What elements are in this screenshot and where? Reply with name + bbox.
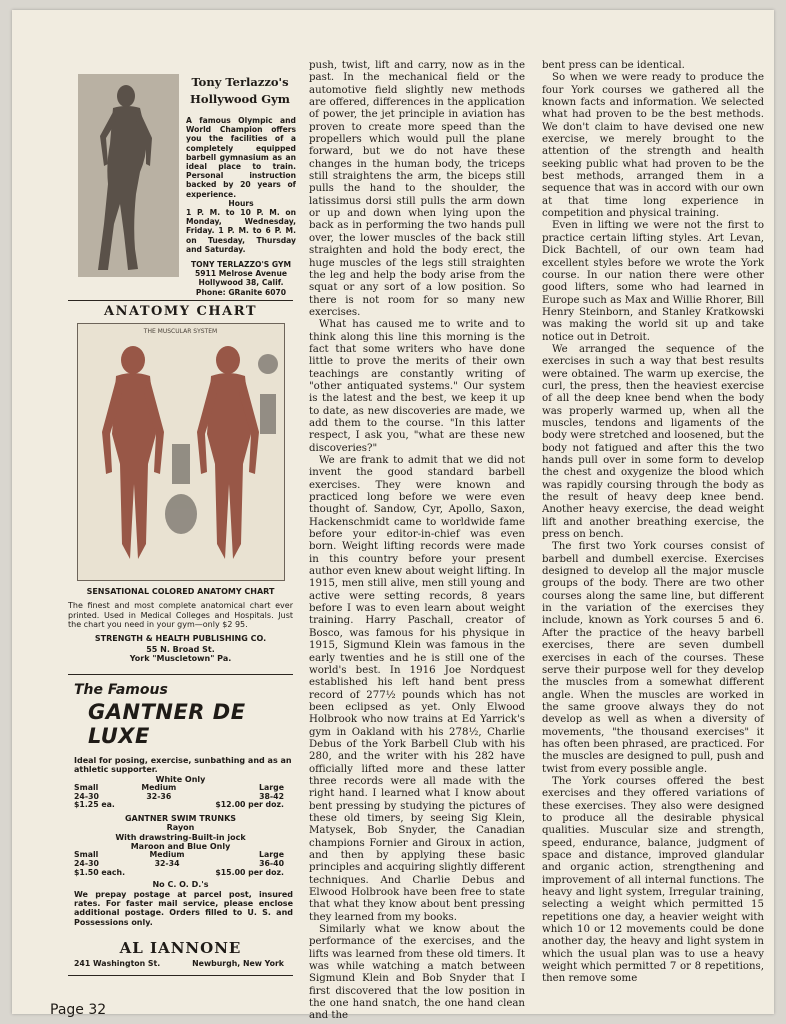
gantner-trunks-colors: Maroon and Blue Only <box>130 842 231 852</box>
size-medium-label: Medium <box>149 850 185 860</box>
gym-ad-title-line-2: Hollywood Gym <box>190 92 290 106</box>
divider <box>68 300 293 301</box>
article-column-2 <box>309 60 525 1023</box>
article-text <box>542 60 764 986</box>
bodybuilder-photo <box>78 74 179 277</box>
gym-ad <box>68 64 296 300</box>
gym-ad-name: TONY TERLAZZO'S GYM <box>190 260 292 270</box>
ads-column <box>68 64 296 976</box>
magazine-page <box>12 10 774 1022</box>
gym-ad-body <box>186 116 296 297</box>
size-large-range: 36-40 <box>259 859 284 869</box>
gym-ad-hours: 1 P. M. to 10 P. M. on Monday, Wednesday, Friday. 1 P. M. to 6 P. M. on Tuesday, Thursday and Saturday. <box>186 208 296 254</box>
paragraph: Even in lifting we were not the first to practice certain lifting styles. Art Levan, Dick Bachtell, of our own team had excellent styles before we wrote the York course. In our nation there were other good lifters, some who had learned in Europe such as Max and Willie Rhorer, Bill Henry Steinborn, and Stanley Kratkowski was making the world sit up and take notice out in Detroit. <box>542 220 764 343</box>
gantner-trunks-detail: With drawstring-Built-in jock <box>115 832 246 842</box>
gym-ad-title-line-1: Tony Terlazzo's <box>191 75 289 89</box>
gym-ad-city: Hollywood 38, Calif. <box>198 278 284 288</box>
gantner-supporter-sizes <box>74 784 284 810</box>
paragraph: We arranged the sequence of the exercises in such a way that best results were obtained. The warm up exercise, the curl, the press, then the heaviest exercise of all the deep knee bend when the body was properly warmed up, when all the muscles, tendons and ligaments of the body were stretched and loosened, but the body not fatigued and after this the two hands pull over in some form to develop the chest and oxygenize the blood which was rapidly coursing through the body as the result of heavy deep knee bend. Another heavy exercise, the dead weight lift and another breathing exercise, the press on bench. <box>542 343 764 541</box>
article-text <box>309 60 525 1023</box>
article-column-3 <box>542 60 764 986</box>
price-dozen: $12.00 per doz. <box>215 800 284 810</box>
gantner-seller-address <box>74 960 284 969</box>
paragraph: The first two York courses consist of barbell and dumbell exercise. Exercises designed to develop all the major muscle groups of the body. There are two other courses along the same line, but different in the variation of the exercises they include, known as York courses 5 and 6. After the practice of the heavy barbell exercises, there are seven dumbell exercises in each of the courses. These serve their purpose well for they develop the muscles from a somewhat different angle. When the muscles are worked in the same groove always they do not develop as well as when a diversity of movements, "the thousand exercises" it has often been phrased, are practiced. For the muscles are designed to pull, push and twist from every possible angle. <box>542 541 764 775</box>
divider <box>68 975 293 976</box>
size-large-label: Large <box>259 850 284 860</box>
gym-ad-phone: Phone: GRanite 6070 <box>195 287 287 297</box>
anatomy-chart-publisher: STRENGTH & HEALTH PUBLISHING CO. <box>94 633 267 643</box>
size-small-range: 24-30 <box>74 859 99 869</box>
gantner-seller-street: 241 Washington St. <box>74 959 161 969</box>
gantner-seller-city: Newburgh, New York <box>192 959 284 969</box>
gantner-ad <box>68 682 293 969</box>
gym-ad-description: A famous Olympic and World Champion offers you the facilities of a completely equipped barbell gymnasium as an ideal place to train. Personal instruction backed by 20 years of experience. <box>186 116 296 199</box>
anatomy-chart-text: The finest and most complete anatomical chart ever printed. Used in Medical Colleges and Hospitals. Just the chart you need in your gym—only $2 95. <box>68 601 293 630</box>
gym-ad-street: 5911 Melrose Avenue <box>194 269 288 279</box>
page-number: Page 32 <box>50 1002 107 1018</box>
size-medium-range: 32-34 <box>154 859 180 869</box>
paragraph: bent press can be identical. <box>542 60 685 71</box>
size-small-range: 24-30 <box>74 791 99 801</box>
price-dozen: $15.00 per doz. <box>215 867 284 877</box>
paragraph: We are frank to admit that we did not invent the good standard barbell exercises. They were known and practiced long before we were even thought of. Sandow, Cyr, Apollo, Saxon, Hackenschmidt came to worldwide fame before your editor-in-chief was even born. Weight lifting records were made in this country before your present author even knew about weight lifting. In 1915, men still alive, men still young and active were setting records, 8 years before I was to even learn about weight training. Harry Paschall, creator of Bosco, was famous for his physique in 1915, Sigmund Klein was famous in the early twenties and he is still one of the world's best. In 1916 Joe Nordquest established his left hand bent press record of 277½ pounds which has not been eclipsed as yet. Only Elwood Holbrook who now trains at Ed Yarrick's gym in Oakland with his 278½, Charlie Debus of the York Barbell Club with his 280, and the writer with his 282 have officially lifted more and these latter three records were all made with the right hand. I learned what I know about bent pressing by studying the pictures of these old timers, by seeing Sig Klein, Matysek, Bob Snyder, the Canadian champions Fornier and Giroux in action, and then by applying these basic principles and acquiring slightly different techniques. And Charlie Debus and Elwood Holbrook have been free to state that what they know about bent pressing they learned from my books. <box>309 455 525 923</box>
anatomy-chart-heading: ANATOMY CHART <box>103 304 257 319</box>
gantner-ad-color: White Only <box>155 774 206 784</box>
paragraph: So when we were ready to produce the four York courses we gathered all the known facts and information. We selected what had proven to be the best methods. We don't claim to have devised one new exercise, we merely brought to the attention of the strength and health seeking public what had proven to be the best methods, arranged them in a sequence that was in accord with our own at that time long experience in competition and physical training. <box>542 72 764 220</box>
anatomy-chart-subheading: SENSATIONAL COLORED ANATOMY CHART <box>86 587 275 596</box>
paragraph: What has caused me to write and to think along this line this morning is the fact that some writers who have done little to prove the merits of their own teachings are constantly writing of "other antiquated systems." Our system is the latest and the best, we keep it up to date, as new discoveries are made, we add them to the course. "In this latter respect, I ask you, "what are these new discoveries?" <box>309 319 525 454</box>
gym-ad-hours-heading: Hours <box>228 198 254 208</box>
gantner-ad-brand: GANTNER DE LUXE <box>88 699 246 748</box>
size-medium-label: Medium <box>141 783 177 793</box>
gantner-cod: No C. O. D.'s <box>152 880 209 890</box>
price-each: $1.50 each. <box>74 867 126 877</box>
size-large-range: 38-42 <box>259 791 284 801</box>
gantner-trunks-heading: GANTNER SWIM TRUNKS <box>124 813 237 823</box>
gym-ad-address <box>186 260 296 297</box>
size-small-label: Small <box>74 783 99 793</box>
paragraph: Similarly what we know about the performance of the exercises, and the lifts was learned from these old timers. It was while watching a match between Sigmund Klein and Bob Snyder that I first discovered that the low position in the one hand snatch, the one hand clean and the <box>309 924 525 1022</box>
divider <box>68 674 293 675</box>
size-medium-range: 32-36 <box>146 791 172 801</box>
gantner-trunks-material: Rayon <box>166 823 195 833</box>
anatomy-chart-image <box>77 323 285 581</box>
anatomy-chart-street: 55 N. Broad St. <box>146 645 215 655</box>
anatomy-chart-image-caption: THE MUSCULAR SYSTEM <box>143 328 218 335</box>
gantner-trunks-sizes <box>74 851 284 877</box>
gantner-postage: We prepay postage at parcel post, insured rates. For faster mail service, please enclose additional postage. Orders filled to U. S. and Possessions only. <box>74 889 293 927</box>
gym-ad-title <box>186 74 294 108</box>
gantner-ad-intro: Ideal for posing, exercise, sunbathing and as an athletic supporter. <box>74 755 292 775</box>
paragraph: The York courses offered the best exercises and they offered variations of these exercises. They also were designed to produce all the desirable physical qualities. Muscular size and strength, speed, endurance, balance, judgment of space and distance, improved glandular and organic action, strengthening and improvement of all internal functions. The heavy and light system, Irregular training, selecting a weight which permitted 15 repetitions one day, a heavier weight with which 10 or 12 movements could be done another day, the heavy and light system in which the usual plan was to use a heavy weight which permitted 7 or 8 repetitions, then remove some <box>542 775 764 985</box>
gantner-ad-famous: The Famous <box>74 681 168 698</box>
anatomy-chart-city: York "Muscletown" Pa. <box>129 654 232 664</box>
size-small-label: Small <box>74 850 99 860</box>
gantner-seller: AL IANNONE <box>119 939 242 958</box>
size-large-label: Large <box>259 783 284 793</box>
price-each: $1.25 ea. <box>74 800 115 810</box>
paragraph: push, twist, lift and carry, now as in the past. In the mechanical field or the automotive field slightly new methods are offered, differences in the application of power, the jet principle in aviation has proven to create more speed than the propellers which would pull the plane forward, but we do not have these changes in the human body, the triceps still straightens the arm, the biceps still pulls the hand to the shoulder, the latissimus dorsi still pulls the arm down or up and down when lying upon the back as in performing the two hands pull over, the lower muscles of the back still straighten and hold the body erect, the huge muscles of the legs still straighten the leg and help the body arise from the squat or any sort of a low position. So there is not room for so many new exercises. <box>309 60 525 318</box>
